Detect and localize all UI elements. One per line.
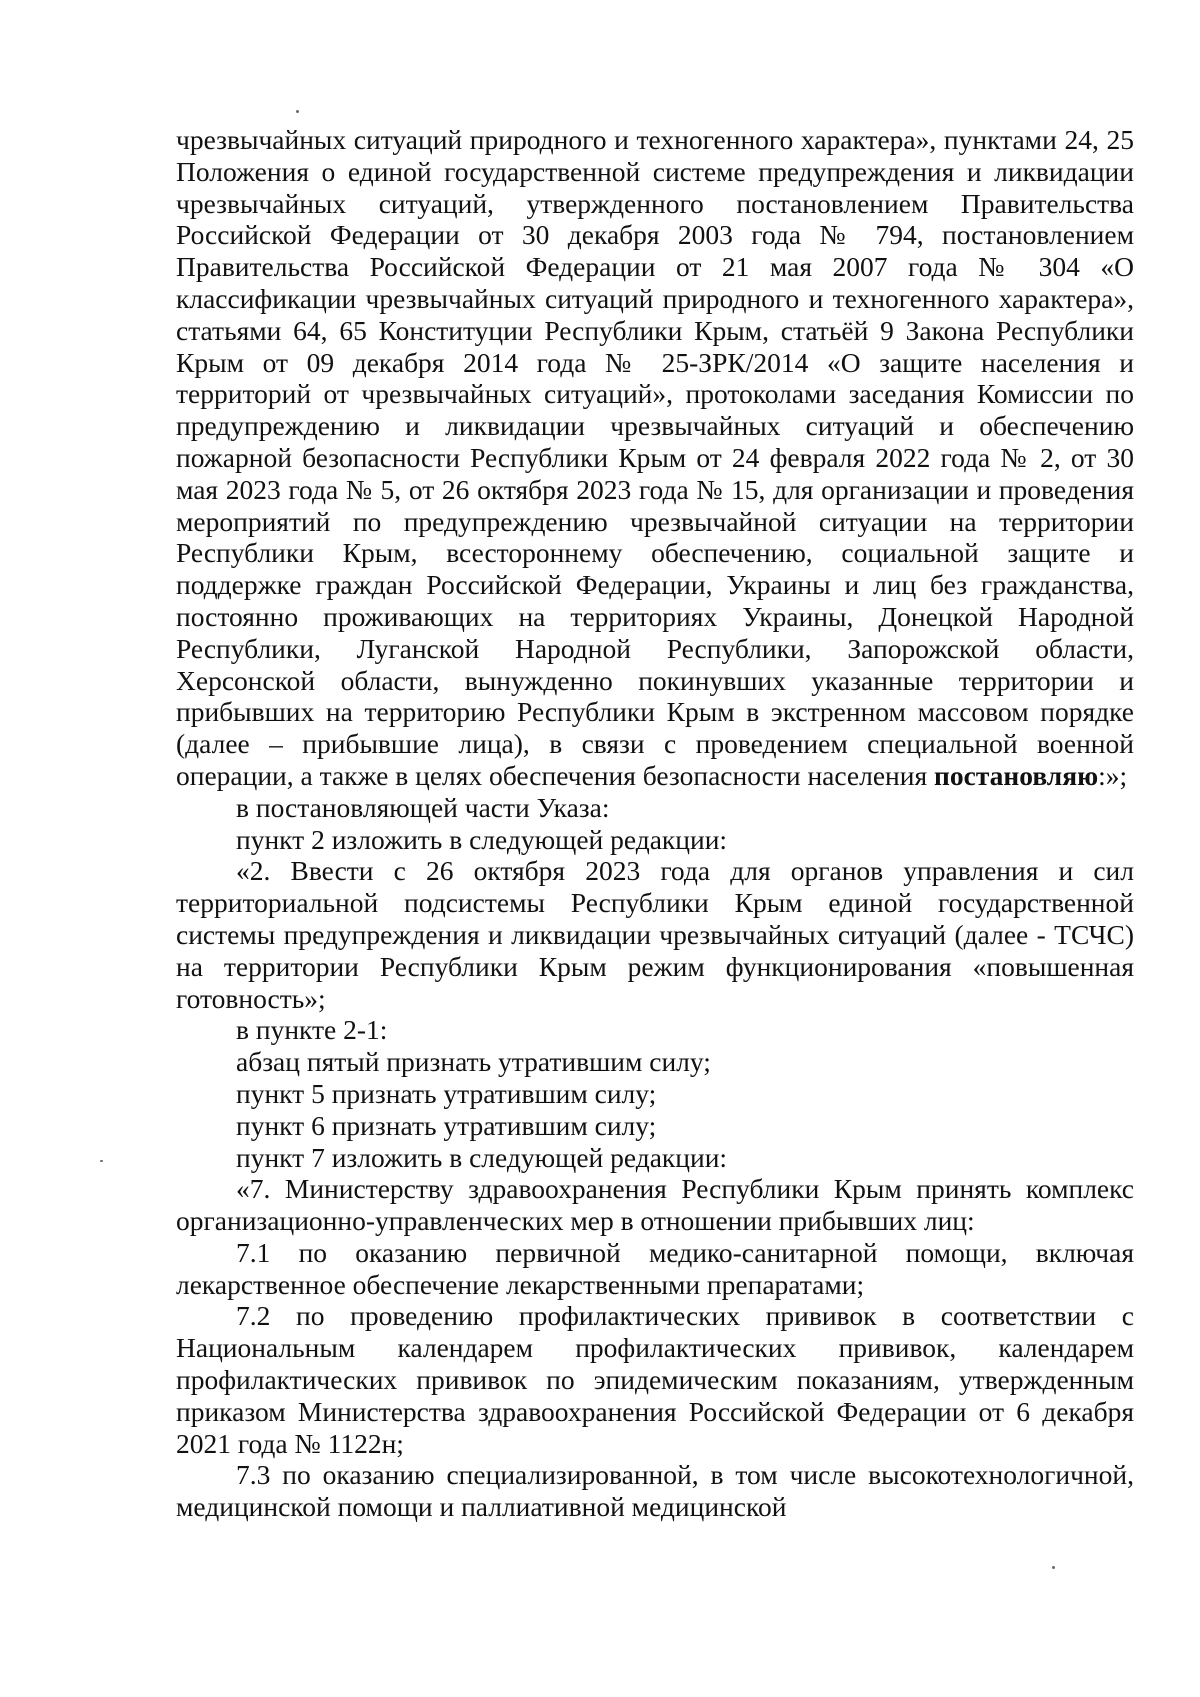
- paragraph-item-6-repeal: пункт 6 признать утратившим силу;: [236, 1109, 657, 1141]
- scan-speck: [1052, 1566, 1055, 1569]
- paragraph-item-7-2: 7.2 по проведению профилактических прививок в соответствии с Национальным календарем профилактических прививок, календарем профилактических прививок по эпидемическим показаниям, утвержденным приказом Министерства здравоохранения Российской Федерации от 6 декабря 2021 года № 1122н;: [176, 1300, 1134, 1459]
- decree-keyword: постановляю: [934, 759, 1099, 791]
- paragraph-item-7-text: «7. Министерству здравоохранения Республики Крым принять комплекс организационно-управленческих мер в отношении прибывших лиц:: [176, 1173, 1134, 1237]
- paragraph-item-2-heading: пункт 2 изложить в следующей редакции:: [236, 823, 728, 855]
- preamble-ending: :»;: [1098, 759, 1128, 791]
- preamble-text: чрезвычайных ситуаций природного и техногенного характера», пунктами 24, 25 Положения о единой государственной системе предупреждения и ликвидации чрезвычайных ситуаций, утвержденного постановлением Правительства Российской Федерации от 30 декабря 2003 года № 794, постановлением Правительства Российской Федерации от 21 мая 2007 года № 304 «О классификации чрезвычайных ситуаций природного и техногенного характера», статьями 64, 65 Конституции Республики Крым, статьёй 9 Закона Республики Крым от 09 декабря 2014 года № 25-ЗРК/2014 «О защите населения и территорий от чрезвычайных ситуаций», протоколами заседания Комиссии по предупреждению и ликвидации чрезвычайных ситуаций и обеспечению пожарной безопасности Республики Крым от 24 февраля 2022 года № 2, от 30 мая 2023 года № 5, от 26 октября 2023 года № 15, для организации и проведения мероприятий по предупреждению чрезвычайной ситуации на территории Республики Крым, всестороннему обеспечению, социальной защите и поддержке граждан Российской Федерации, Украины и лиц без гражданства, постоянно проживающих на территориях Украины, Донецкой Народной Республики, Луганской Народной Республики, Запорожской области, Херсонской области, вынужденно покинувших указанные территории и прибывших на территорию Республики Крым в экстренном массовом порядке (далее – прибывшие лица), в связи с проведением специальной военной операции, а также в целях обеспечения безопасности населения: [176, 124, 1134, 791]
- document-body: [176, 124, 1134, 1523]
- paragraph-item-7-3: 7.3 по оказанию специализированной, в том числе высокотехнологичной, медицинской помощи и паллиативной медицинской: [176, 1459, 1134, 1523]
- scan-speck: [100, 1160, 103, 1162]
- paragraph-fifth-para-repeal: абзац пятый признать утратившим силу;: [236, 1046, 711, 1078]
- paragraph-operative-part: в постановляющей части Указа:: [236, 791, 610, 823]
- paragraph-item-2-1-heading: в пункте 2-1:: [236, 1014, 388, 1046]
- paragraph-item-7-1: 7.1 по оказанию первичной медико-санитарной помощи, включая лекарственное обеспечение лекарственными препаратами;: [176, 1236, 1134, 1300]
- paragraph-item-5-repeal: пункт 5 признать утратившим силу;: [236, 1077, 657, 1109]
- preamble-paragraph: [176, 124, 1134, 792]
- paragraph-item-7-heading: пункт 7 изложить в следующей редакции:: [236, 1141, 728, 1173]
- scan-speck: [296, 110, 299, 113]
- paragraph-item-2-text: «2. Ввести с 26 октября 2023 года для органов управления и сил территориальной подсистемы Республики Крым единой государственной системы предупреждения и ликвидации чрезвычайных ситуаций (далее - ТСЧС) на территории Республики Крым режим функционирования «повышенная готовность»;: [176, 855, 1134, 1014]
